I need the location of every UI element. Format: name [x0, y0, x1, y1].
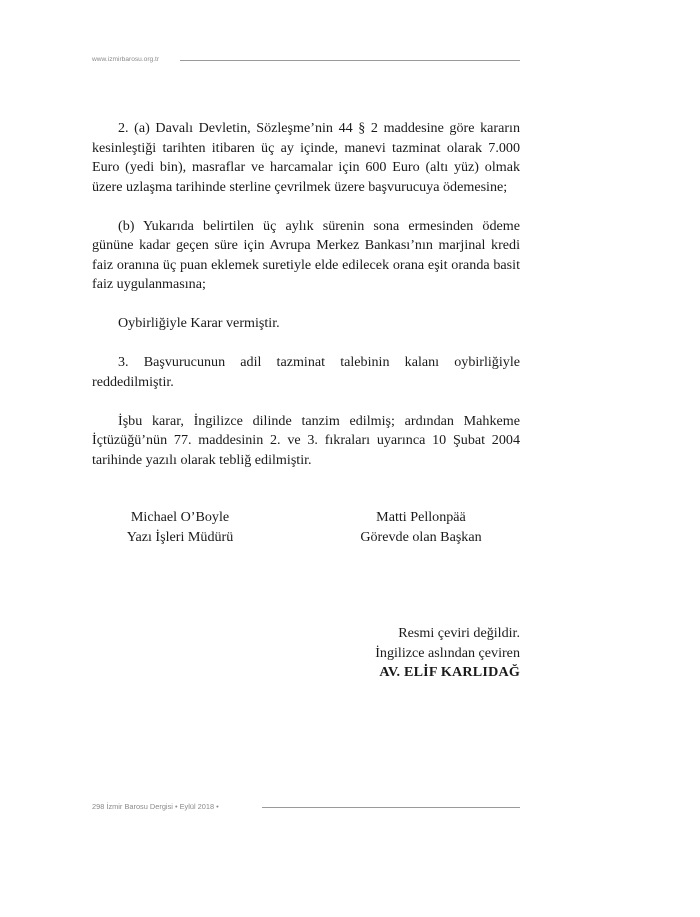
- footer-text: 298 İzmir Barosu Dergisi • Eylül 2018 •: [92, 800, 221, 814]
- page-footer: [92, 800, 520, 814]
- signature-president-title: Görevde olan Başkan: [360, 528, 482, 545]
- document-body: [92, 119, 520, 470]
- signature-registrar-name: Michael O’Boyle: [130, 509, 230, 525]
- paragraph-3: 3. Başvurucunun adil tazminat talebinin kalanı oybirliğiyle reddedilmiştir.: [92, 354, 520, 390]
- translator-disclaimer: Resmi çeviri değildir.: [398, 625, 520, 641]
- page-header: [92, 54, 520, 66]
- paragraph-2a: 2. (a) Davalı Devletin, Sözleşme’nin 44 § 2 maddesine göre kararın kesinleştiği tarihten itibaren üç ay içinde, manevi tazminat olarak 7.000 Euro (yedi bin), masraflar ve harcamalar için 600 Euro (altı yüz) olmak üzere uzlaşma tarihinde sterline çevrilmek üzere başvurucuya ödemesine;: [92, 120, 520, 195]
- signature-president-name: Matti Pellonpää: [376, 509, 466, 525]
- translator-source: İngilizce aslından çeviren: [375, 644, 520, 661]
- header-url: www.izmirbarosu.org.tr: [92, 54, 162, 66]
- footer-rule: [262, 807, 520, 808]
- signature-president: [338, 508, 504, 547]
- signature-registrar-title: Yazı İşleri Müdürü: [126, 528, 234, 545]
- paragraph-2b: (b) Yukarıda belirtilen üç aylık sürenin sona ermesinden ödeme gününe kadar geçen süre için Avrupa Merkez Bankası’nın marjinal kredi faiz oranına üç puan eklemek suretiyle elde edilecek orana eşit oranda basit faiz uygulanmasına;: [92, 217, 520, 292]
- translator-name: AV. ELİF KARLIDAĞ: [379, 664, 520, 680]
- translator-note: [300, 624, 520, 683]
- paragraph-unanimous: Oybirliğiyle Karar vermiştir.: [118, 315, 280, 331]
- header-rule: [180, 60, 520, 61]
- paragraph-delivery: İşbu karar, İngilizce dilinde tanzim edilmiş; ardından Mahkeme İçtüzüğü’nün 77. maddesinin 2. ve 3. fıkraları uyarınca 10 Şubat 2004 tarihinde yazılı olarak tebliğ edilmiştir.: [92, 412, 520, 468]
- signature-registrar: [100, 508, 260, 547]
